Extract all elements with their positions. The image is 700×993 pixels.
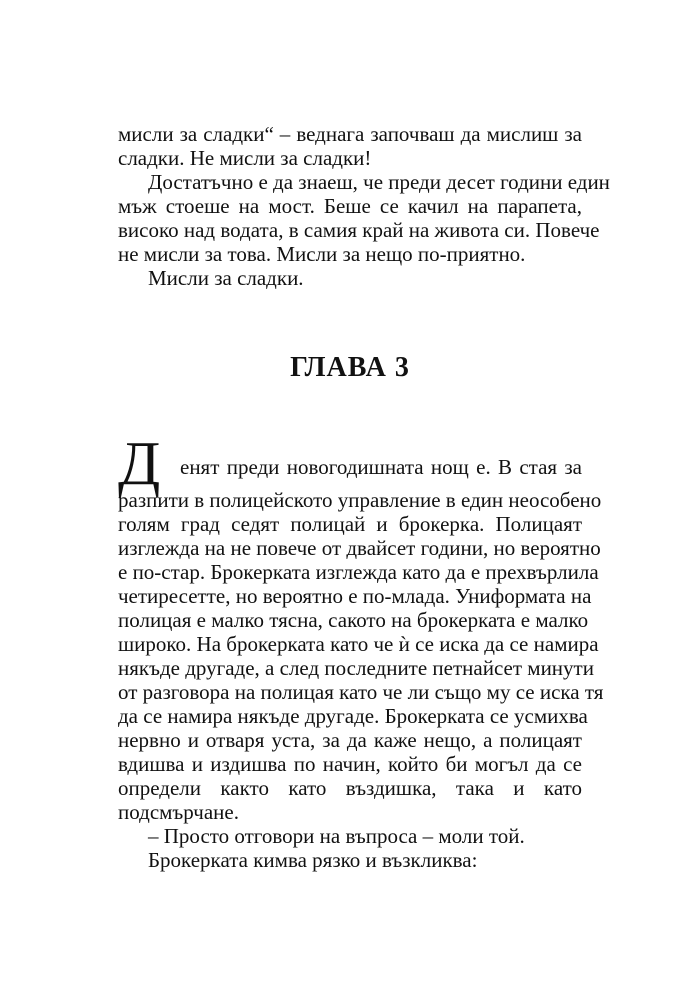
text-line: четиресетте, но вероятно е по-млада. Униформата на xyxy=(118,584,592,608)
text-line: е по-стар. Брокерката изглежда като да е прехвърлила xyxy=(118,560,599,584)
text-line: Достатъчно е да знаеш, че преди десет години един xyxy=(148,170,610,194)
text-line: Мисли за сладки. xyxy=(148,266,304,290)
text-line: мисли за сладки“ – веднага започваш да мислиш за xyxy=(118,122,582,146)
text-line: енят преди новогодишната нощ е. В стая за xyxy=(180,455,582,479)
text-line: широко. На брокерката като че ѝ се иска да се намира xyxy=(118,632,599,656)
text-line: да се намира някъде другаде. Брокерката се усмихва xyxy=(118,704,588,728)
text-line: вдишва и издишва по начин, който би могъл да се xyxy=(118,752,582,776)
text-line: не мисли за това. Мисли за нещо по-приятно. xyxy=(118,242,526,266)
text-line: полицая е малко тясна, сакото на брокерката е малко xyxy=(118,608,589,632)
text-line: някъде другаде, а след последните петнайсет минути xyxy=(118,656,594,680)
text-line: подсмърчане. xyxy=(118,800,239,824)
text-line: Брокерката кимва рязко и възкликва: xyxy=(148,848,478,872)
text-line: мъж стоеше на мост. Беше се качил на парапета, xyxy=(118,194,582,218)
book-page xyxy=(118,0,610,993)
text-line: изглежда на не повече от двайсет години, но вероятно xyxy=(118,536,601,560)
text-line: разпити в полицейското управление в един неособено xyxy=(118,488,602,512)
dialogue-line: – Просто отговори на въпроса – моли той. xyxy=(148,824,525,848)
text-line: от разговора на полицая като че ли също му се иска тя xyxy=(118,680,604,704)
text-line: определи както като въздишка, така и като xyxy=(118,776,582,800)
text-line: нервно и отваря уста, за да каже нещо, а полицаят xyxy=(118,728,582,752)
text-line: високо над водата, в самия край на живота си. Повече xyxy=(118,218,600,242)
chapter-title: ГЛАВА 3 xyxy=(290,352,410,383)
text-line: голям град седят полицай и брокерка. Полицаят xyxy=(118,512,582,536)
drop-cap: Д xyxy=(118,430,161,498)
text-line: сладки. Не мисли за сладки! xyxy=(118,146,372,170)
